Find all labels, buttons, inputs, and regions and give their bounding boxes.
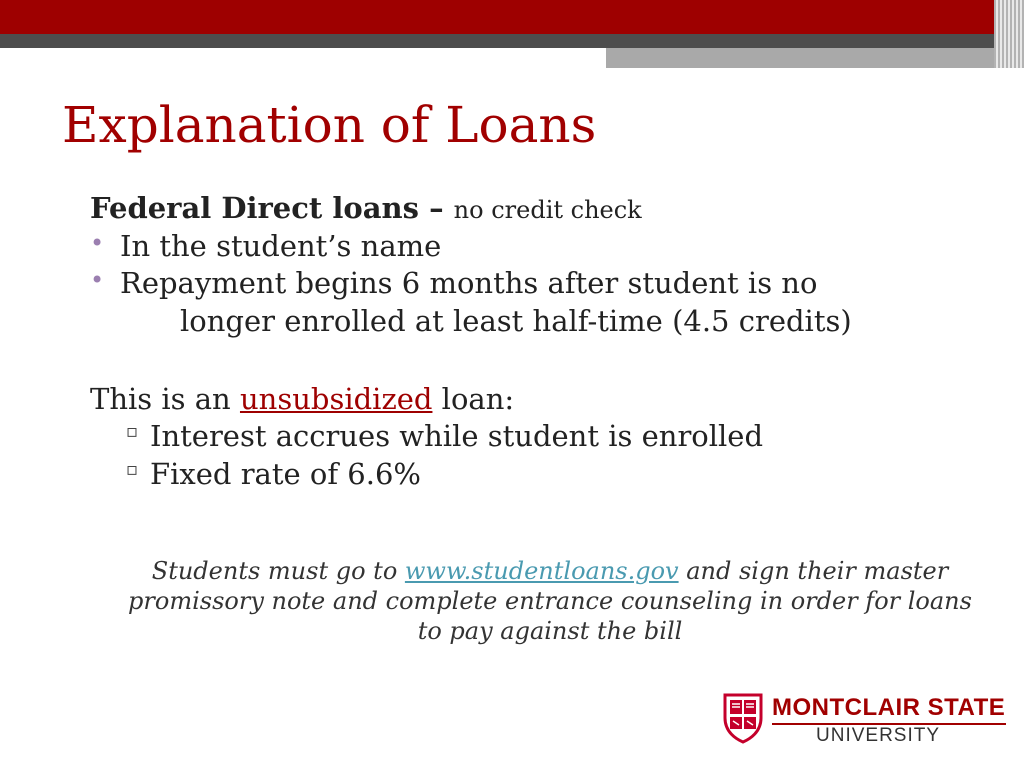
sub-bullet-text: Fixed rate of 6.6%	[150, 457, 421, 492]
unsubsidized-link[interactable]: unsubsidized	[239, 381, 433, 416]
federal-heading	[90, 190, 990, 228]
sub-bullet-item	[90, 456, 990, 494]
unsubsidized-line	[90, 381, 990, 419]
federal-heading-text: Federal Direct loans	[90, 191, 419, 225]
instruction-note	[120, 556, 980, 646]
sub-bullet-item	[90, 418, 990, 456]
bullet-text-continuation: longer enrolled at least half-time (4.5 credits)	[180, 304, 852, 339]
sub-bullet-text: Interest accrues while student is enrolled	[150, 419, 764, 454]
note-text-after: and sign their master promissory note and complete entrance counseling in order for loans to pay against the bill	[128, 557, 972, 645]
unsubsidized-prefix: This is an	[90, 381, 240, 416]
corner-stripes	[994, 0, 1024, 68]
federal-subheading: no credit check	[453, 196, 642, 224]
bullet-dot-icon: •	[90, 266, 105, 295]
university-logo	[722, 692, 1012, 746]
logo-subname: UNIVERSITY	[816, 725, 941, 746]
note-text-before: Students must go to	[151, 557, 405, 585]
unsubsidized-suffix: loan:	[432, 381, 515, 416]
bullet-dot-icon: •	[90, 228, 105, 257]
bullet-text: Repayment begins 6 months after student is no	[120, 266, 818, 301]
spacer	[90, 341, 990, 381]
square-bullet-icon: ▫	[126, 421, 139, 443]
top-gray-accent	[606, 48, 1024, 68]
top-red-banner	[0, 0, 1024, 34]
heading-dash: –	[418, 191, 454, 225]
top-gray-band	[0, 34, 1024, 48]
studentloans-link[interactable]: www.studentloans.gov	[404, 557, 679, 585]
square-bullet-icon: ▫	[126, 459, 139, 481]
bullet-item	[90, 228, 990, 266]
shield-icon	[722, 692, 764, 744]
slide-body	[90, 190, 990, 494]
logo-name: MONTCLAIR STATE	[772, 694, 1006, 721]
bullet-text: In the student’s name	[120, 228, 442, 263]
bullet-item	[90, 265, 990, 340]
slide-title: Explanation of Loans	[62, 96, 597, 154]
